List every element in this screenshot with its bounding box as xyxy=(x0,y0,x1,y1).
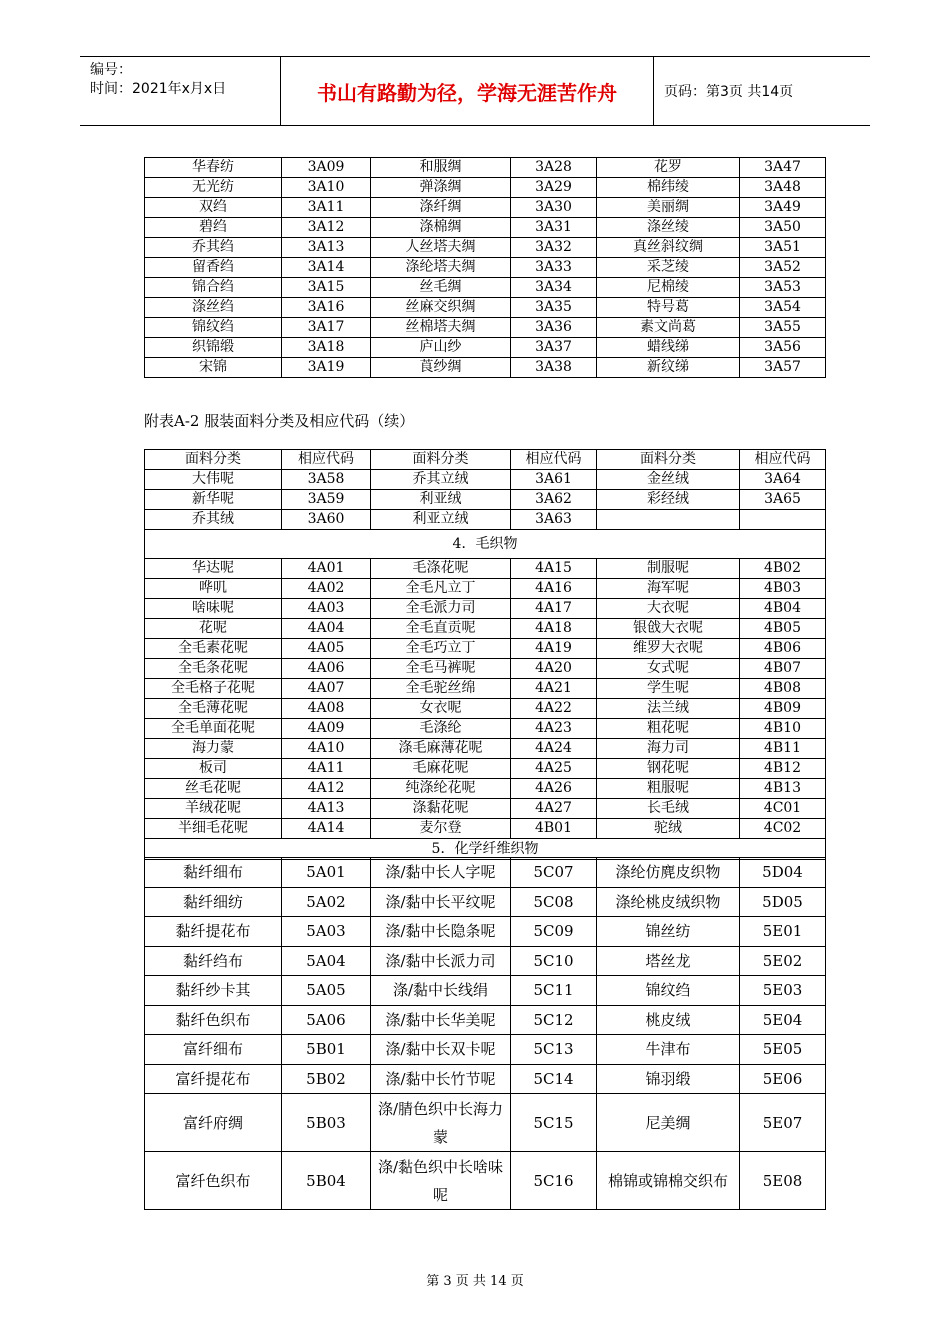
fabric-code-cell: 4C01 xyxy=(740,799,826,819)
fabric-name-cell: 乔其立绒 xyxy=(371,470,511,490)
fabric-name-cell: 尼美绸 xyxy=(597,1094,740,1152)
fabric-name-cell: 双绉 xyxy=(145,198,282,218)
fabric-name-cell: 棉锦或锦棉交织布 xyxy=(597,1152,740,1210)
fabric-code-cell: 3A15 xyxy=(282,278,371,298)
fabric-code-cell: 4A14 xyxy=(282,819,371,839)
table-row xyxy=(145,198,826,218)
fabric-name-cell: 长毛绒 xyxy=(597,799,740,819)
fabric-name-cell: 华达呢 xyxy=(145,559,282,579)
fabric-code-cell: 3A59 xyxy=(282,490,371,510)
fabric-code-cell: 5E03 xyxy=(740,976,826,1006)
fabric-name-cell: 新纹绨 xyxy=(597,358,740,378)
fabric-name-cell: 涤纶桃皮绒织物 xyxy=(597,887,740,917)
section-title: 4．毛织物 xyxy=(145,530,826,559)
fabric-name-cell: 涤/黏中长隐条呢 xyxy=(371,917,511,947)
fabric-name-cell: 乔其绒 xyxy=(145,510,282,530)
fabric-name-cell: 丝棉塔夫绸 xyxy=(371,318,511,338)
fabric-name-cell: 涤丝绫 xyxy=(597,218,740,238)
fabric-name-cell: 利亚绒 xyxy=(371,490,511,510)
header-cell: 相应代码 xyxy=(282,450,371,470)
fabric-name-cell: 莨纱绸 xyxy=(371,358,511,378)
fabric-name-cell: 粗花呢 xyxy=(597,719,740,739)
section-title: 5．化学纤维织物 xyxy=(145,839,826,860)
fabric-name-cell: 牛津布 xyxy=(597,1035,740,1065)
fabric-code-cell: 3A53 xyxy=(740,278,826,298)
fabric-code-cell: 3A38 xyxy=(511,358,597,378)
table-row xyxy=(145,510,826,530)
fabric-code-cell: 3A65 xyxy=(740,490,826,510)
page-footer: 第 3 页 共 14 页 xyxy=(426,1274,524,1289)
table-row xyxy=(145,639,826,659)
fabric-code-cell: 4A27 xyxy=(511,799,597,819)
fabric-code-cell: 5B04 xyxy=(282,1152,371,1210)
time-label: 时间：2021年x月x日 xyxy=(90,81,227,97)
fabric-name-cell: 女衣呢 xyxy=(371,699,511,719)
fabric-name-cell: 和服绸 xyxy=(371,158,511,178)
fabric-code-cell: 3A36 xyxy=(511,318,597,338)
fabric-code-cell: 3A64 xyxy=(740,470,826,490)
fabric-code-cell: 3A14 xyxy=(282,258,371,278)
fabric-code-cell: 3A34 xyxy=(511,278,597,298)
fabric-name-cell: 全毛派力司 xyxy=(371,599,511,619)
table-row xyxy=(145,238,826,258)
fabric-code-cell: 3A19 xyxy=(282,358,371,378)
header-cell: 面料分类 xyxy=(145,450,282,470)
fabric-code-cell: 4A20 xyxy=(511,659,597,679)
fabric-code-cell: 4A24 xyxy=(511,739,597,759)
header-cell: 面料分类 xyxy=(597,450,740,470)
fabric-code-cell: 4C02 xyxy=(740,819,826,839)
fabric-code-cell: 3A63 xyxy=(511,510,597,530)
fabric-name-cell: 涤纶塔夫绸 xyxy=(371,258,511,278)
fabric-code-cell: 3A51 xyxy=(740,238,826,258)
fabric-code-cell: 3A33 xyxy=(511,258,597,278)
fabric-name-cell: 黏纤绉布 xyxy=(145,946,282,976)
fabric-code-cell: 5E05 xyxy=(740,1035,826,1065)
table-row xyxy=(145,1094,826,1152)
header-motto: 书山有路勤为径，学海无涯苦作舟 xyxy=(280,57,654,125)
fabric-name-cell: 金丝绒 xyxy=(597,470,740,490)
fabric-name-cell: 维罗大衣呢 xyxy=(597,639,740,659)
fabric-name-cell: 人丝塔夫绸 xyxy=(371,238,511,258)
table-row xyxy=(145,1064,826,1094)
fabric-code-cell: 3A29 xyxy=(511,178,597,198)
chemical-fiber-table xyxy=(144,857,826,1210)
fabric-name-cell: 真丝斜纹绸 xyxy=(597,238,740,258)
fabric-code-cell: 5C11 xyxy=(511,976,597,1006)
table-row xyxy=(145,1035,826,1065)
silk-fabric-table xyxy=(144,157,826,378)
fabric-code-cell: 4B09 xyxy=(740,699,826,719)
fabric-name-cell: 锦纹绉 xyxy=(597,976,740,1006)
table-row xyxy=(145,559,826,579)
table-row xyxy=(145,158,826,178)
fabric-name-cell: 全毛素花呢 xyxy=(145,639,282,659)
fabric-code-cell: 4B03 xyxy=(740,579,826,599)
fabric-name-cell: 富纤细布 xyxy=(145,1035,282,1065)
fabric-name-cell: 丝麻交织绸 xyxy=(371,298,511,318)
fabric-name-cell: 啥味呢 xyxy=(145,599,282,619)
fabric-code-cell: 4B08 xyxy=(740,679,826,699)
fabric-code-cell: 5E08 xyxy=(740,1152,826,1210)
fabric-code-cell: 4A11 xyxy=(282,759,371,779)
fabric-name-cell: 毛涤花呢 xyxy=(371,559,511,579)
fabric-code-cell: 4A17 xyxy=(511,599,597,619)
fabric-code-cell: 4B02 xyxy=(740,559,826,579)
fabric-name-cell: 涤/黏中长双卡呢 xyxy=(371,1035,511,1065)
table-row xyxy=(145,1152,826,1210)
fabric-code-cell: 5C08 xyxy=(511,887,597,917)
fabric-name-cell: 涤/黏中长人字呢 xyxy=(371,858,511,888)
fabric-code-cell: 3A28 xyxy=(511,158,597,178)
fabric-code-cell: 4A15 xyxy=(511,559,597,579)
fabric-code-cell: 3A10 xyxy=(282,178,371,198)
fabric-code-cell: 4A18 xyxy=(511,619,597,639)
fabric-code-cell: 4B07 xyxy=(740,659,826,679)
table-row xyxy=(145,819,826,839)
fabric-code-cell xyxy=(740,510,826,530)
fabric-code-cell: 4A02 xyxy=(282,579,371,599)
fabric-code-cell: 5D04 xyxy=(740,858,826,888)
table-row xyxy=(145,759,826,779)
fabric-code-cell: 3A55 xyxy=(740,318,826,338)
table-row xyxy=(145,659,826,679)
fabric-code-cell: 4A26 xyxy=(511,779,597,799)
header-left xyxy=(90,61,280,99)
fabric-code-cell: 3A31 xyxy=(511,218,597,238)
fabric-name-cell: 丝毛绸 xyxy=(371,278,511,298)
fabric-code-cell: 5A02 xyxy=(282,887,371,917)
table-row xyxy=(145,779,826,799)
table-row xyxy=(145,258,826,278)
fabric-name-cell: 全毛单面花呢 xyxy=(145,719,282,739)
fabric-name-cell: 锦羽缎 xyxy=(597,1064,740,1094)
fabric-code-table xyxy=(144,449,826,860)
fabric-code-cell: 4A16 xyxy=(511,579,597,599)
fabric-name-cell: 涤毛麻薄花呢 xyxy=(371,739,511,759)
fabric-name-cell: 法兰绒 xyxy=(597,699,740,719)
fabric-name-cell: 全毛格子花呢 xyxy=(145,679,282,699)
fabric-name-cell: 涤/黏中长线绢 xyxy=(371,976,511,1006)
fabric-name-cell xyxy=(597,510,740,530)
fabric-code-cell: 3A48 xyxy=(740,178,826,198)
fabric-name-cell: 制服呢 xyxy=(597,559,740,579)
fabric-code-cell: 3A50 xyxy=(740,218,826,238)
fabric-code-cell: 3A18 xyxy=(282,338,371,358)
fabric-name-cell: 素文尚葛 xyxy=(597,318,740,338)
fabric-code-cell: 3A13 xyxy=(282,238,371,258)
silk-fabric-table-body xyxy=(145,158,826,378)
table-row xyxy=(145,358,826,378)
fabric-code-cell: 3A62 xyxy=(511,490,597,510)
fabric-name-cell: 采芝绫 xyxy=(597,258,740,278)
fabric-name-cell: 黏纤细布 xyxy=(145,858,282,888)
fabric-name-cell: 华春纺 xyxy=(145,158,282,178)
fabric-name-cell: 花罗 xyxy=(597,158,740,178)
fabric-name-cell: 新华呢 xyxy=(145,490,282,510)
fabric-code-cell: 4A07 xyxy=(282,679,371,699)
fabric-code-cell: 4A06 xyxy=(282,659,371,679)
fabric-name-cell: 花呢 xyxy=(145,619,282,639)
fabric-name-cell: 碧绉 xyxy=(145,218,282,238)
fabric-name-cell: 全毛凡立丁 xyxy=(371,579,511,599)
fabric-code-cell: 5C07 xyxy=(511,858,597,888)
fabric-code-cell: 5A03 xyxy=(282,917,371,947)
fabric-name-cell: 黏纤细纺 xyxy=(145,887,282,917)
table-row xyxy=(145,917,826,947)
table-row xyxy=(145,858,826,888)
fabric-name-cell: 钢花呢 xyxy=(597,759,740,779)
fabric-name-cell: 黏纤提花布 xyxy=(145,917,282,947)
fabric-code-cell: 5D05 xyxy=(740,887,826,917)
fabric-code-cell: 3A57 xyxy=(740,358,826,378)
fabric-name-cell: 全毛直贡呢 xyxy=(371,619,511,639)
fabric-name-cell: 富纤府绸 xyxy=(145,1094,282,1152)
fabric-name-cell: 涤/黏中长华美呢 xyxy=(371,1005,511,1035)
fabric-name-cell: 彩经绒 xyxy=(597,490,740,510)
fabric-name-cell: 涤纤绸 xyxy=(371,198,511,218)
fabric-name-cell: 桃皮绒 xyxy=(597,1005,740,1035)
fabric-code-cell: 3A11 xyxy=(282,198,371,218)
fabric-name-cell: 海力司 xyxy=(597,739,740,759)
table-row xyxy=(145,739,826,759)
fabric-name-cell: 板司 xyxy=(145,759,282,779)
fabric-code-cell: 3A52 xyxy=(740,258,826,278)
fabric-code-cell: 4B01 xyxy=(511,819,597,839)
fabric-code-cell: 5B01 xyxy=(282,1035,371,1065)
table-row xyxy=(145,278,826,298)
fabric-name-cell: 特号葛 xyxy=(597,298,740,318)
fabric-name-cell: 粗服呢 xyxy=(597,779,740,799)
fabric-name-cell: 银戗大衣呢 xyxy=(597,619,740,639)
fabric-code-cell: 4A22 xyxy=(511,699,597,719)
fabric-code-cell: 3A35 xyxy=(511,298,597,318)
fabric-code-cell: 5E02 xyxy=(740,946,826,976)
fabric-code-cell: 4A13 xyxy=(282,799,371,819)
fabric-name-cell: 棉纬绫 xyxy=(597,178,740,198)
table-caption: 附表A-2 服装面料分类及相应代码（续） xyxy=(144,412,415,430)
fabric-name-cell: 利亚立绒 xyxy=(371,510,511,530)
fabric-code-cell: 4B10 xyxy=(740,719,826,739)
fabric-name-cell: 乔其绉 xyxy=(145,238,282,258)
fabric-code-cell: 3A61 xyxy=(511,470,597,490)
fabric-code-cell: 5A05 xyxy=(282,976,371,1006)
fabric-code-cell: 5A06 xyxy=(282,1005,371,1035)
fabric-code-cell: 5A04 xyxy=(282,946,371,976)
fabric-name-cell: 美丽绸 xyxy=(597,198,740,218)
fabric-name-cell: 庐山纱 xyxy=(371,338,511,358)
fabric-code-cell: 5E04 xyxy=(740,1005,826,1035)
fabric-code-cell: 4A21 xyxy=(511,679,597,699)
fabric-name-cell: 麦尔登 xyxy=(371,819,511,839)
fabric-name-cell: 黏纤纱卡其 xyxy=(145,976,282,1006)
fabric-name-cell: 留香绉 xyxy=(145,258,282,278)
fabric-name-cell: 涤棉绸 xyxy=(371,218,511,238)
fabric-name-cell: 涤/黏中长平纹呢 xyxy=(371,887,511,917)
fabric-name-cell: 富纤色织布 xyxy=(145,1152,282,1210)
fabric-code-cell: 5C10 xyxy=(511,946,597,976)
fabric-code-cell: 4B13 xyxy=(740,779,826,799)
fabric-name-cell: 涤/黏中长竹节呢 xyxy=(371,1064,511,1094)
fabric-name-cell: 海军呢 xyxy=(597,579,740,599)
fabric-name-cell: 全毛条花呢 xyxy=(145,659,282,679)
section-row xyxy=(145,530,826,559)
fabric-name-cell: 宋锦 xyxy=(145,358,282,378)
fabric-name-cell: 纯涤纶花呢 xyxy=(371,779,511,799)
fabric-code-cell: 5C14 xyxy=(511,1064,597,1094)
fabric-code-cell: 4A04 xyxy=(282,619,371,639)
fabric-code-cell: 3A16 xyxy=(282,298,371,318)
fabric-name-cell: 涤纶仿麂皮织物 xyxy=(597,858,740,888)
fabric-code-cell: 4A05 xyxy=(282,639,371,659)
table-row xyxy=(145,298,826,318)
table-row xyxy=(145,470,826,490)
fabric-name-cell: 半细毛花呢 xyxy=(145,819,282,839)
fabric-code-cell: 5B03 xyxy=(282,1094,371,1152)
fabric-code-cell: 3A60 xyxy=(282,510,371,530)
table-row xyxy=(145,946,826,976)
table-row xyxy=(145,799,826,819)
fabric-name-cell: 大伟呢 xyxy=(145,470,282,490)
table-row xyxy=(145,338,826,358)
table-row xyxy=(145,599,826,619)
fabric-code-cell: 4A01 xyxy=(282,559,371,579)
table-header-row xyxy=(145,450,826,470)
table-row xyxy=(145,679,826,699)
fabric-name-cell: 全毛驼丝绵 xyxy=(371,679,511,699)
header-cell: 相应代码 xyxy=(511,450,597,470)
fabric-name-cell: 驼绒 xyxy=(597,819,740,839)
table-row xyxy=(145,699,826,719)
fabric-name-cell: 锦丝纺 xyxy=(597,917,740,947)
fabric-code-cell: 5E07 xyxy=(740,1094,826,1152)
header-page-info: 页码：第3页 共14页 xyxy=(664,84,794,100)
table-row xyxy=(145,579,826,599)
fabric-name-cell: 蜡线绨 xyxy=(597,338,740,358)
fabric-name-cell: 全毛马裤呢 xyxy=(371,659,511,679)
fabric-name-cell: 女式呢 xyxy=(597,659,740,679)
fabric-name-cell: 弹涤绸 xyxy=(371,178,511,198)
table-row xyxy=(145,976,826,1006)
fabric-code-cell: 3A54 xyxy=(740,298,826,318)
fabric-code-cell: 5C13 xyxy=(511,1035,597,1065)
fabric-name-cell: 涤丝绉 xyxy=(145,298,282,318)
fabric-code-cell: 4A08 xyxy=(282,699,371,719)
fabric-name-cell: 涤/黏中长派力司 xyxy=(371,946,511,976)
fabric-name-cell: 毛麻花呢 xyxy=(371,759,511,779)
fabric-name-cell: 锦合绉 xyxy=(145,278,282,298)
fabric-code-cell: 3A47 xyxy=(740,158,826,178)
fabric-code-cell: 5E01 xyxy=(740,917,826,947)
table-row xyxy=(145,619,826,639)
fabric-code-cell: 3A30 xyxy=(511,198,597,218)
table-row xyxy=(145,719,826,739)
fabric-name-cell: 丝毛花呢 xyxy=(145,779,282,799)
serial-number-label: 编号： xyxy=(90,62,132,78)
fabric-code-cell: 3A56 xyxy=(740,338,826,358)
fabric-code-cell: 4B11 xyxy=(740,739,826,759)
fabric-code-cell: 4A12 xyxy=(282,779,371,799)
fabric-code-cell: 5B02 xyxy=(282,1064,371,1094)
fabric-code-cell: 4A09 xyxy=(282,719,371,739)
table-row xyxy=(145,218,826,238)
chemical-fiber-table-body xyxy=(145,858,826,1210)
fabric-code-cell: 3A17 xyxy=(282,318,371,338)
header-cell: 相应代码 xyxy=(740,450,826,470)
fabric-name-cell: 织锦缎 xyxy=(145,338,282,358)
fabric-name-cell: 大衣呢 xyxy=(597,599,740,619)
fabric-name-cell: 尼棉绫 xyxy=(597,278,740,298)
table-row xyxy=(145,490,826,510)
fabric-name-cell: 全毛薄花呢 xyxy=(145,699,282,719)
fabric-name-cell: 哗叽 xyxy=(145,579,282,599)
fabric-name-cell: 无光纺 xyxy=(145,178,282,198)
fabric-name-cell: 羊绒花呢 xyxy=(145,799,282,819)
fabric-code-cell: 3A12 xyxy=(282,218,371,238)
fabric-code-cell: 4B05 xyxy=(740,619,826,639)
table-row xyxy=(145,178,826,198)
fabric-name-cell: 锦纹绉 xyxy=(145,318,282,338)
page-header xyxy=(80,56,870,126)
table-row xyxy=(145,887,826,917)
fabric-code-cell: 3A58 xyxy=(282,470,371,490)
fabric-name-cell: 黏纤色织布 xyxy=(145,1005,282,1035)
table-row xyxy=(145,318,826,338)
header-cell: 面料分类 xyxy=(371,450,511,470)
fabric-code-cell: 5A01 xyxy=(282,858,371,888)
fabric-code-cell: 4B04 xyxy=(740,599,826,619)
fabric-code-cell: 5C16 xyxy=(511,1152,597,1210)
fabric-name-cell: 毛涤纶 xyxy=(371,719,511,739)
fabric-code-cell: 4A10 xyxy=(282,739,371,759)
fabric-name-cell: 涤/黏色织中长啥味呢 xyxy=(371,1152,511,1210)
fabric-code-cell: 3A32 xyxy=(511,238,597,258)
fabric-code-cell: 5E06 xyxy=(740,1064,826,1094)
table-row xyxy=(145,1005,826,1035)
fabric-code-cell: 3A37 xyxy=(511,338,597,358)
fabric-code-cell: 5C12 xyxy=(511,1005,597,1035)
fabric-name-cell: 学生呢 xyxy=(597,679,740,699)
fabric-name-cell: 涤黏花呢 xyxy=(371,799,511,819)
fabric-code-cell: 3A09 xyxy=(282,158,371,178)
fabric-code-cell: 4A03 xyxy=(282,599,371,619)
fabric-name-cell: 全毛巧立丁 xyxy=(371,639,511,659)
fabric-name-cell: 涤/腈色织中长海力蒙 xyxy=(371,1094,511,1152)
fabric-code-cell: 3A49 xyxy=(740,198,826,218)
fabric-code-cell: 4B12 xyxy=(740,759,826,779)
fabric-name-cell: 富纤提花布 xyxy=(145,1064,282,1094)
fabric-code-cell: 5C15 xyxy=(511,1094,597,1152)
fabric-code-cell: 5C09 xyxy=(511,917,597,947)
fabric-code-cell: 4A19 xyxy=(511,639,597,659)
fabric-name-cell: 海力蒙 xyxy=(145,739,282,759)
fabric-code-cell: 4A23 xyxy=(511,719,597,739)
fabric-name-cell: 塔丝龙 xyxy=(597,946,740,976)
fabric-code-cell: 4B06 xyxy=(740,639,826,659)
fabric-code-cell: 4A25 xyxy=(511,759,597,779)
fabric-code-table-body xyxy=(145,450,826,860)
